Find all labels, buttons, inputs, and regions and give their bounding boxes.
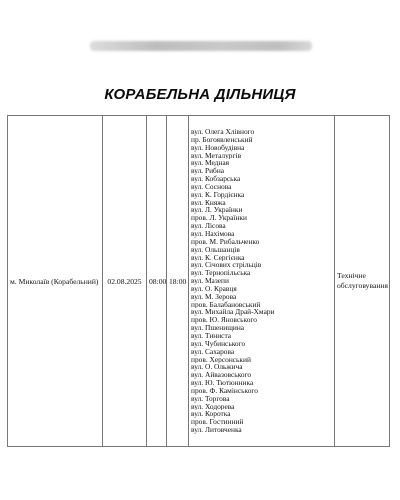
street-item: вул. Нахімова xyxy=(191,230,235,238)
street-item: вул. Ю. Тютюнника xyxy=(191,379,254,387)
street-item: вул. Тиниста xyxy=(191,331,232,340)
street-item: пров. М. Рибальченко xyxy=(191,237,260,246)
street-item: вул. Тернопільська xyxy=(191,269,251,278)
street-item: вул. Ольшанців xyxy=(191,245,240,254)
street-item: вул. Литовченка xyxy=(191,426,242,434)
end-time-cell: 18:00 xyxy=(167,116,189,447)
street-item: вул. О. Ольжича xyxy=(191,363,243,372)
street-item: вул. Коротка xyxy=(191,410,231,419)
street-item: вул. Олега Хлівного xyxy=(191,128,255,136)
street-item: вул. Мазепи xyxy=(191,277,229,285)
street-item: вул. Михайла Драй-Хмари xyxy=(191,308,275,317)
start-time-cell: 08:00 xyxy=(147,116,167,447)
street-item: пров. Ю. Яновського xyxy=(191,316,257,325)
table-row xyxy=(8,116,390,447)
street-item: вул. К. Гордієнка xyxy=(191,190,245,199)
date-cell: 02.08.2025 xyxy=(103,116,147,447)
street-item: вул. О. Кравця xyxy=(191,284,237,293)
street-item: вул. Новобудівна xyxy=(191,143,245,152)
street-item: вул. Сахарова xyxy=(191,347,235,356)
street-item: пров. Ф. Камінського xyxy=(191,386,258,395)
street-item: вул. Медная xyxy=(191,159,230,168)
street-item: вул. Лісова xyxy=(191,222,226,231)
street-item: вул. Пшенищина xyxy=(191,324,245,332)
street-item: пров. Балабановський xyxy=(191,300,261,309)
outage-schedule-table xyxy=(7,115,390,447)
street-item: пр. Богоявленський xyxy=(191,135,253,144)
street-item: вул. Соснова xyxy=(191,182,232,191)
reason-cell: Технічне обслуговування xyxy=(335,116,390,447)
street-item: вул. Металургів xyxy=(191,151,242,160)
street-item: вул. Січових стрільців xyxy=(191,261,262,270)
streets-cell xyxy=(189,116,335,447)
street-item: вул. М. Зерова xyxy=(191,292,237,301)
street-item: вул. Чубинського xyxy=(191,339,246,348)
street-item: вул. Л. Українки xyxy=(191,206,243,215)
blurred-header-text xyxy=(90,41,312,51)
street-item: вул. Княжа xyxy=(191,198,226,207)
street-item: вул. Айвазовського xyxy=(191,371,252,380)
street-item: вул. Кобзарська xyxy=(191,175,241,183)
city-cell: м. Миколаїв (Корабельний) xyxy=(8,116,103,447)
street-item: пров. Л. Українки xyxy=(191,214,247,223)
street-item: вул. К. Сергієнка xyxy=(191,253,245,262)
section-title: КОРАБЕЛЬНА ДІЛЬНИЦЯ xyxy=(104,86,296,103)
street-item: вул. Рибна xyxy=(191,167,225,176)
street-item: пров. Гостинний xyxy=(191,418,244,427)
street-item: пров. Херсонський xyxy=(191,355,251,364)
street-item: вул. Торгова xyxy=(191,394,230,403)
street-item: вул. Ходорева xyxy=(191,402,235,411)
